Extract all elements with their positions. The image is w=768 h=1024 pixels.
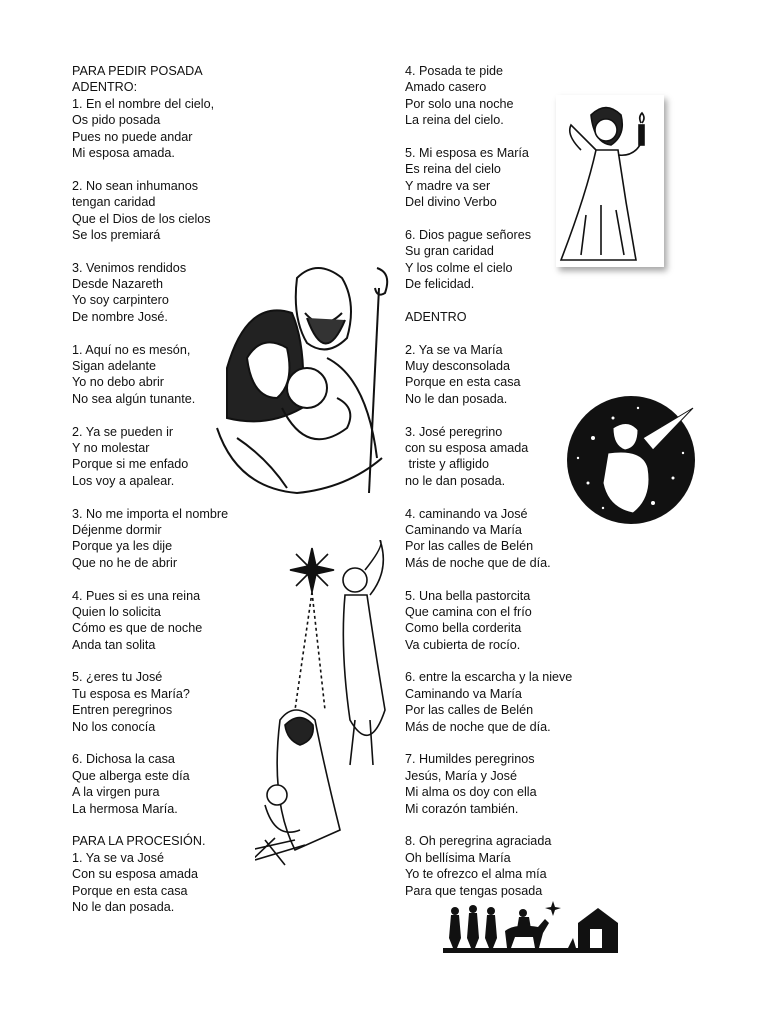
right-column-line: Oh bellísima María [405, 850, 511, 865]
left-column-line: Cómo es que de noche [72, 621, 203, 636]
left-column-line: tengan caridad [72, 195, 156, 210]
right-column-line: 6. entre la escarcha y la nieve [405, 670, 573, 685]
journey-silhouette-illustration [443, 893, 618, 953]
right-column-line: 3. José peregrino [405, 424, 503, 439]
right-column-line: con su esposa amada [405, 440, 529, 455]
right-column-line: Y madre va ser [405, 178, 491, 193]
left-column-line: PARA LA PROCESIÓN. [72, 834, 206, 849]
left-column-line: Anda tan solita [72, 637, 156, 652]
right-column-line: Que camina con el frío [405, 604, 532, 619]
left-column-line: Porque ya les dije [72, 539, 173, 554]
right-column-line: Más de noche que de día. [405, 719, 551, 734]
right-column-line: Amado casero [405, 80, 487, 95]
angel-with-candle-illustration [556, 95, 664, 267]
right-column-line: Por las calles de Belén [405, 703, 534, 718]
right-column-line: 4. Posada te pide [405, 64, 504, 78]
right-column-line: Por las calles de Belén [405, 539, 534, 554]
left-column-line: Porque si me enfado [72, 457, 189, 472]
right-column-line: Y los colme el cielo [405, 260, 513, 275]
left-column-line: ADENTRO: [72, 80, 138, 95]
left-column-line: Y no molestar [72, 440, 150, 455]
left-column-line: 1. En el nombre del cielo, [72, 96, 215, 111]
angel-night-sky-illustration [553, 388, 703, 528]
left-column-line: Entren peregrinos [72, 703, 173, 718]
right-column-line: Caminando va María [405, 686, 522, 701]
right-column-line: Muy desconsolada [405, 359, 511, 374]
left-column-line: Que el Dios de los cielos [72, 211, 211, 226]
right-column-line: triste y afligido [405, 457, 489, 472]
left-column-line: Los voy a apalear. [72, 473, 175, 488]
right-column-line: 4. caminando va José [405, 506, 528, 521]
right-column-line [405, 571, 745, 587]
left-column-line: Tu esposa es María? [72, 686, 190, 701]
left-column-line: La hermosa María. [72, 801, 178, 816]
right-column-line: Jesús, María y José [405, 768, 517, 783]
left-column-line: A la virgen pura [72, 785, 160, 800]
right-column-line: 8. Oh peregrina agraciada [405, 834, 552, 849]
right-column-line: Va cubierta de rocío. [405, 637, 521, 652]
left-column-line: 3. No me importa el nombre [72, 506, 229, 521]
right-column-line: De felicidad. [405, 277, 475, 292]
right-column-line: Del divino Verbo [405, 195, 497, 210]
right-column-line: La reina del cielo. [405, 113, 504, 128]
left-column-line: 5. ¿eres tu José [72, 670, 163, 685]
right-column-line: Es reina del cielo [405, 162, 501, 177]
left-column-line: 2. No sean inhumanos [72, 178, 199, 193]
left-column-line: No sea algún tunante. [72, 391, 196, 406]
left-column-line: Pues no puede andar [72, 129, 193, 144]
right-column-line: Por solo una noche [405, 96, 514, 111]
left-column-line: 4. Pues si es una reina [72, 588, 201, 603]
left-column-line: Desde Nazareth [72, 277, 164, 292]
right-column-line [405, 292, 745, 308]
left-column-line: Mi esposa amada. [72, 145, 175, 160]
right-column-line: 5. Una bella pastorcita [405, 588, 531, 603]
right-column-line: Más de noche que de día. [405, 555, 551, 570]
right-column-line: Mi corazón también. [405, 801, 519, 816]
left-column-line: Déjenme dormir [72, 522, 162, 537]
right-column-line: 5. Mi esposa es María [405, 145, 529, 160]
right-column-line: Yo te ofrezco el alma mía [405, 867, 547, 882]
left-column-line: 2. Ya se pueden ir [72, 424, 174, 439]
left-column-line: Sigan adelante [72, 359, 157, 374]
left-column-line: PARA PEDIR POSADA [72, 64, 203, 78]
left-column-line: 1. Ya se va José [72, 850, 164, 865]
left-column-line: Quien lo solicita [72, 604, 161, 619]
right-column-line: ADENTRO [405, 309, 467, 324]
left-column-line: Porque en esta casa [72, 883, 188, 898]
left-column-line: Yo no debo abrir [72, 375, 164, 390]
left-column-line: Que alberga este día [72, 768, 190, 783]
nativity-with-star-illustration [255, 540, 395, 870]
right-column-line: Mi alma os doy con ella [405, 785, 537, 800]
right-column-line: no le dan posada. [405, 473, 506, 488]
right-column-line [405, 325, 745, 341]
left-column-line: No los conocía [72, 719, 156, 734]
left-column-line: Con su esposa amada [72, 867, 199, 882]
left-column-line: No le dan posada. [72, 899, 175, 914]
left-column-line: Yo soy carpintero [72, 293, 169, 308]
left-column-line: Os pido posada [72, 113, 161, 128]
right-column-line: Su gran caridad [405, 244, 494, 259]
left-column-line [72, 161, 392, 177]
right-column-line: Caminando va María [405, 522, 522, 537]
left-column-line: Se los premiará [72, 227, 161, 242]
left-column-line: 6. Dichosa la casa [72, 752, 175, 767]
right-column-line [405, 817, 745, 833]
right-column-line: Porque en esta casa [405, 375, 521, 390]
right-column-line [405, 735, 745, 751]
right-column-line [405, 653, 745, 669]
left-column-line: Que no he de abrir [72, 555, 178, 570]
right-column-line: Para que tengas posada [405, 883, 543, 898]
right-column-line: 2. Ya se va María [405, 342, 503, 357]
right-column-line: Como bella corderita [405, 621, 522, 636]
right-column-line: No le dan posada. [405, 391, 508, 406]
left-column-line: 1. Aquí no es mesón, [72, 342, 191, 357]
holy-family-illustration [207, 258, 407, 498]
left-column-line: 3. Venimos rendidos [72, 260, 187, 275]
right-column-line: 6. Dios pague señores [405, 227, 532, 242]
right-column-line: 7. Humildes peregrinos [405, 752, 535, 767]
left-column-line: De nombre José. [72, 309, 168, 324]
